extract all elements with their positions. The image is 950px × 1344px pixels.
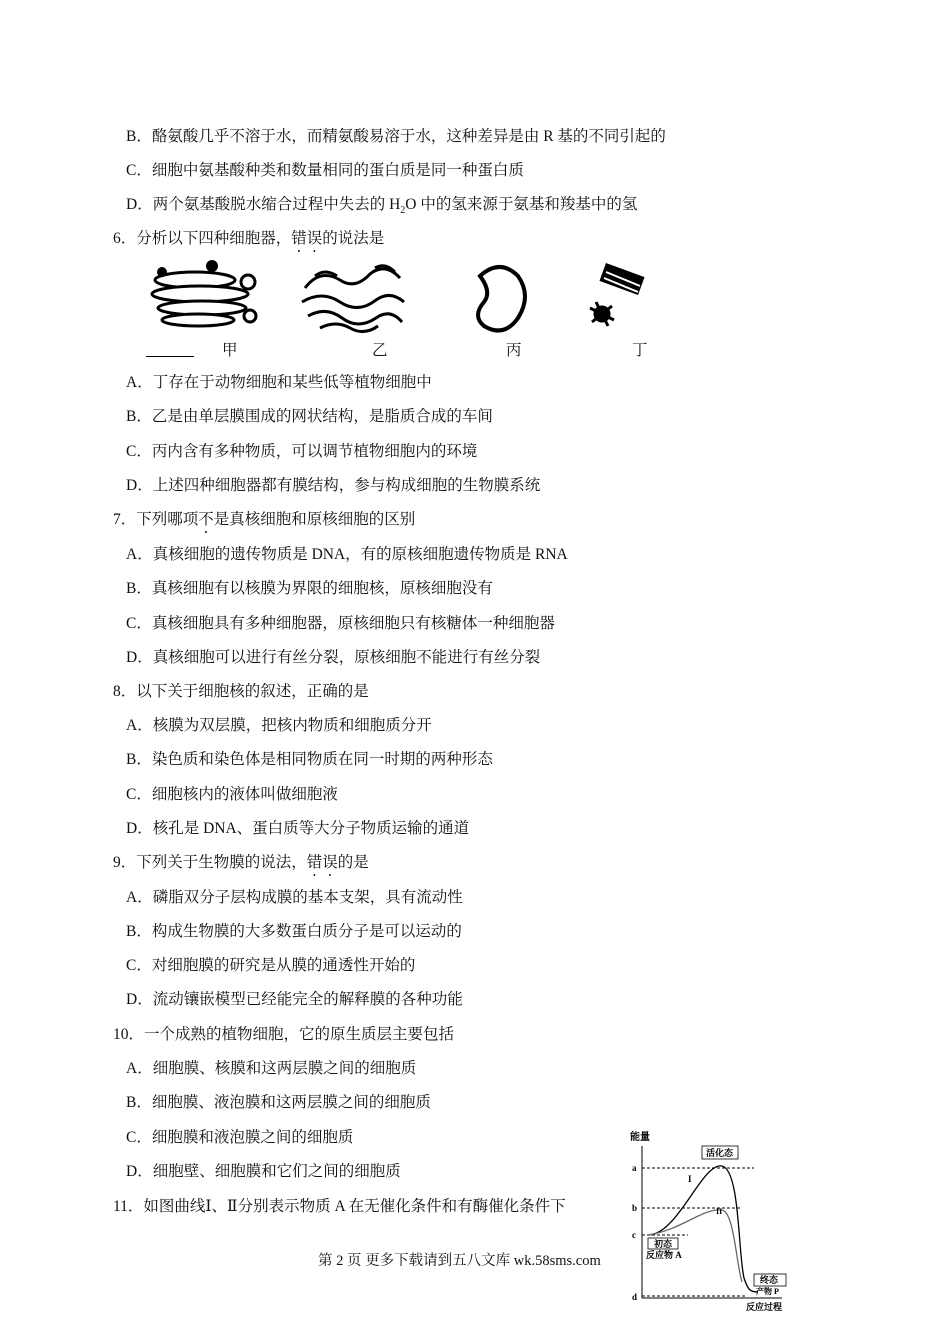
q9-option-b: B．构成生物膜的大多数蛋白质分子是可以运动的 — [126, 923, 462, 940]
level-d: d — [632, 1292, 638, 1302]
q8-option-a: A．核膜为双层膜，把核内物质和细胞质分开 — [126, 717, 432, 734]
centrosome-figure — [590, 264, 644, 326]
q7-stem-text-end: 是真核细胞和原核细胞的区别 — [213, 511, 416, 528]
final-state-label: 终态 — [760, 1275, 779, 1285]
vacuole-figure — [478, 267, 525, 331]
curve-i — [648, 1166, 758, 1292]
q8-option-d: D．核孔是 DNA、蛋白质等大分子物质运输的通道 — [126, 820, 470, 837]
level-a: a — [632, 1163, 637, 1173]
endoplasmic-reticulum-figure — [302, 266, 404, 332]
product-label: 产物 P — [756, 1287, 779, 1296]
y-axis-label: 能量 — [630, 1132, 650, 1143]
organelle-label-jia: 甲 — [222, 342, 238, 359]
curve-i-label: I — [688, 1174, 692, 1184]
x-axis-label: 反应过程 — [746, 1302, 783, 1312]
q9-stem — [113, 853, 369, 880]
q7-option-c: C．真核细胞具有多种细胞器，原核细胞只有核糖体一种细胞器 — [126, 615, 555, 632]
q9-option-a: A．磷脂双分子层构成膜的基本支架，具有流动性 — [126, 889, 463, 906]
q6-option-d: D．上述四种细胞器都有膜结构，参与构成细胞的生物膜系统 — [126, 477, 541, 494]
q7-stem-text: 7．下列哪项 — [113, 511, 199, 528]
figure-divider — [146, 356, 194, 357]
activated-state-label: 活化态 — [706, 1148, 734, 1158]
q11-stem: 11．如图曲线Ⅰ、Ⅱ分别表示物质 A 在无催化条件和有酶催化条件下 — [113, 1198, 566, 1215]
q6-stem — [113, 229, 384, 256]
q6-option-b: B．乙是由单层膜围成的网状结构，是脂质合成的车间 — [126, 408, 493, 425]
q8-option-b: B．染色质和染色体是相同物质在同一时期的两种形态 — [126, 751, 493, 768]
q8-stem: 8．以下关于细胞核的叙述，正确的是 — [113, 683, 369, 700]
q9-stem-text-end: 的是 — [337, 854, 369, 871]
organelle-label-yi: 乙 — [372, 342, 388, 359]
q7-option-d: D．真核细胞可以进行有丝分裂，原核细胞不能进行有丝分裂 — [126, 649, 541, 666]
q5-option-d — [126, 195, 637, 221]
organelle-label-bing: 丙 — [506, 342, 522, 359]
q9-stem-emphasis: 错误 — [306, 854, 338, 871]
q10-option-b: B．细胞膜、液泡膜和这两层膜之间的细胞质 — [126, 1094, 431, 1111]
q6-option-a: A．丁存在于动物细胞和某些低等植物细胞中 — [126, 374, 432, 391]
q9-option-c: C．对细胞膜的研究是从膜的通透性开始的 — [126, 957, 416, 974]
q6-stem-text-end: 的说法是 — [322, 230, 385, 247]
page-footer: 第 2 页 更多下载请到五八文库 wk.58sms.com — [318, 1253, 601, 1269]
initial-state-label: 初态 — [654, 1239, 673, 1249]
q5-option-b: B．酪氨酸几乎不溶于水，而精氨酸易溶于水，这种差异是由 R 基的不同引起的 — [126, 128, 666, 145]
energy-diagram — [622, 1122, 794, 1318]
q7-option-a: A．真核细胞的遗传物质是 DNA，有的原核细胞遗传物质是 RNA — [126, 546, 568, 563]
q7-option-b: B．真核细胞有以核膜为界限的细胞核，原核细胞没有 — [126, 580, 493, 597]
q5-option-d-subscript: 2 — [400, 205, 406, 217]
q6-stem-text: 6．分析以下四种细胞器， — [113, 230, 292, 247]
q6-stem-emphasis: 错误 — [291, 230, 323, 247]
q9-stem-text: 9．下列关于生物膜的说法， — [113, 854, 307, 871]
q8-option-c: C．细胞核内的液体叫做细胞液 — [126, 786, 338, 803]
curve-ii-label: II — [716, 1207, 723, 1216]
golgi-apparatus-figure — [152, 260, 256, 326]
q10-stem: 10．一个成熟的植物细胞，它的原生质层主要包括 — [113, 1026, 455, 1043]
organelle-label-ding: 丁 — [632, 342, 648, 359]
q5-option-d-text: D．两个氨基酸脱水缩合过程中失去的 H — [126, 196, 401, 213]
organelle-figures — [140, 258, 680, 338]
q10-option-d: D．细胞壁、细胞膜和它们之间的细胞质 — [126, 1163, 401, 1180]
level-b: b — [632, 1203, 638, 1213]
q10-option-c: C．细胞膜和液泡膜之间的细胞质 — [126, 1129, 354, 1146]
q9-option-d: D．流动镶嵌模型已经能完全的解释膜的各种功能 — [126, 991, 463, 1008]
q5-option-c: C．细胞中氨基酸种类和数量相同的蛋白质是同一种蛋白质 — [126, 162, 524, 179]
q5-option-d-text-end: O 中的氢来源于氨基和羧基中的氢 — [405, 196, 638, 213]
level-c: c — [632, 1230, 636, 1240]
q7-stem — [113, 510, 415, 537]
q10-option-a: A．细胞膜、核膜和这两层膜之间的细胞质 — [126, 1060, 417, 1077]
reactant-label: 反应物 A — [646, 1250, 682, 1260]
q7-stem-emphasis: 不 — [198, 511, 214, 528]
q6-option-c: C．丙内含有多种物质，可以调节植物细胞内的环境 — [126, 443, 478, 460]
